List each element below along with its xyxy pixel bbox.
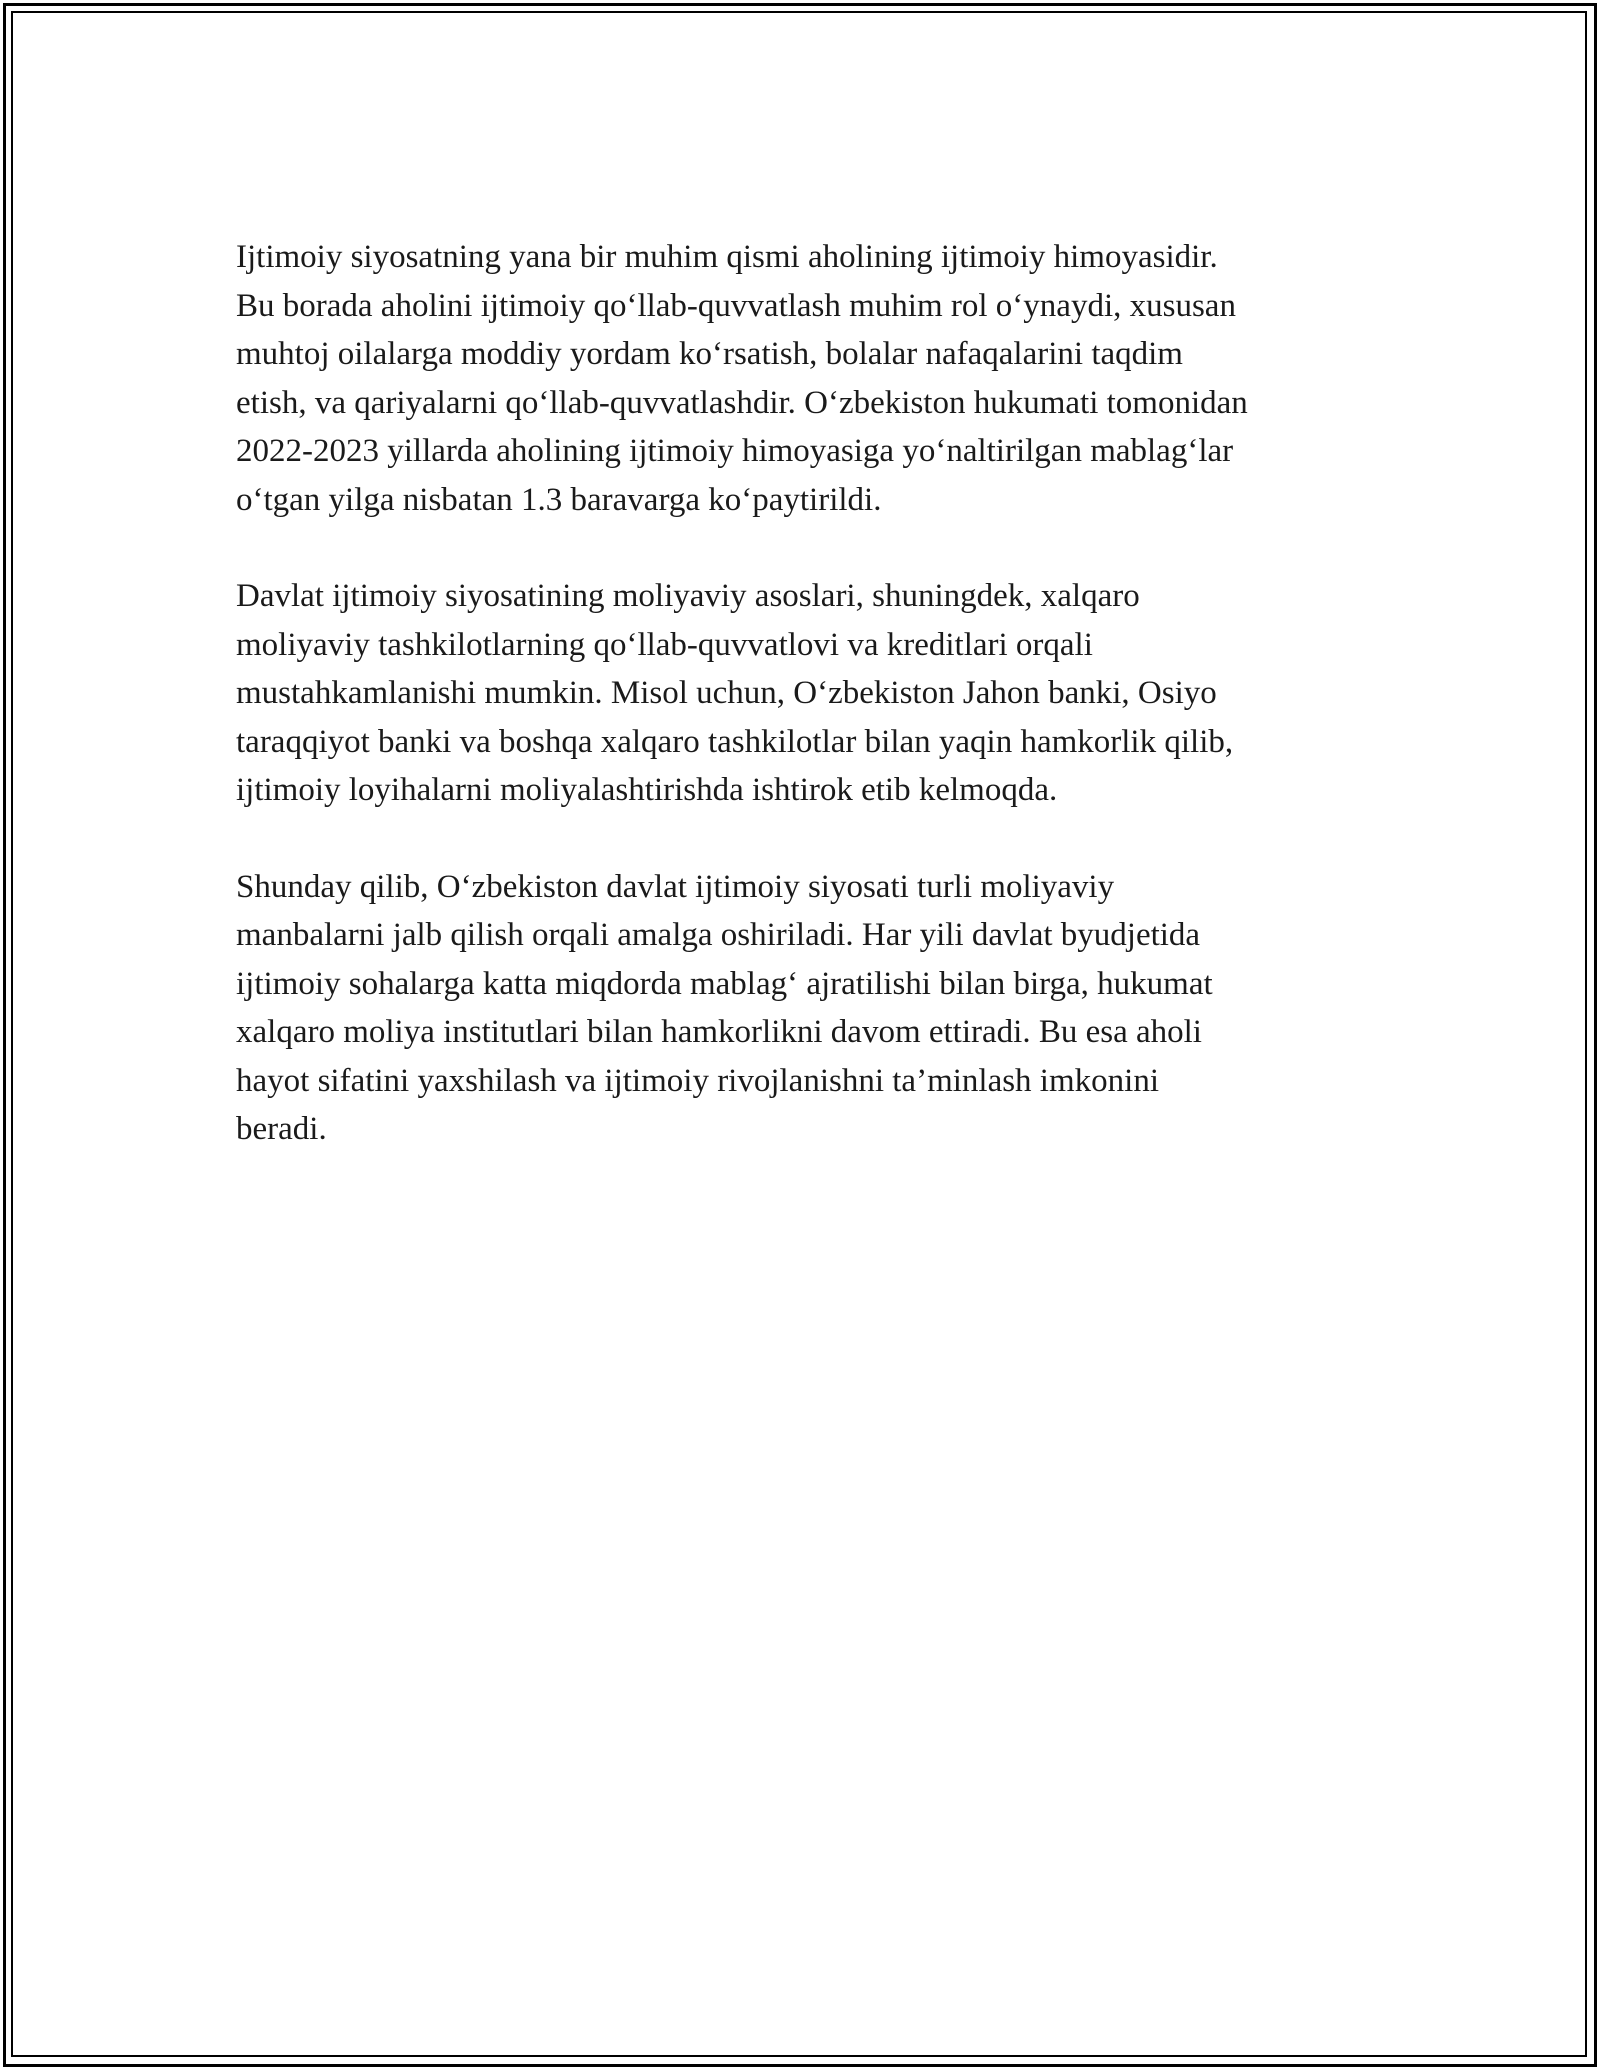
document-body xyxy=(236,233,1386,1202)
paragraph-international-financing: Davlat ijtimoiy siyosatining moliyaviy asoslari, shuningdek, xalqaro moliyaviy tashkilotlarning qo‘llab-quvvatlovi va kreditlari orqali mustahkamlanishi mumkin. Misol uchun, O‘zbekiston Jahon banki, Osiyo taraqqiyot banki va boshqa xalqaro tashkilotlar bilan yaqin hamkorlik qilib, ijtimoiy loyihalarni moliyalashtirishda ishtirok etib kelmoqda. xyxy=(236,578,1234,808)
paragraph-social-protection: Ijtimoiy siyosatning yana bir muhim qismi aholining ijtimoiy himoyasidir. Bu borada aholini ijtimoiy qo‘llab-quvvatlash muhim rol o‘ynaydi, xususan muhtoj oilalarga moddiy yordam ko‘rsatish, bolalar nafaqalarini taqdim etish, va qariyalarni qo‘llab-quvvatlashdir. O‘zbekiston hukumati tomonidan 2022-2023 yillarda aholining ijtimoiy himoyasiga yo‘naltirilgan mablag‘lar o‘tgan yilga nisbatan 1.3 baravarga ko‘paytirildi. xyxy=(236,239,1248,518)
paragraph-conclusion: Shunday qilib, O‘zbekiston davlat ijtimoiy siyosati turli moliyaviy manbalarni jalb qilish orqali amalga oshiriladi. Har yili davlat byudjetida ijtimoiy sohalarga katta miqdorda mablag‘ ajratilishi bilan birga, hukumat xalqaro moliya institutlari bilan hamkorlikni davom ettiradi. Bu esa aholi hayot sifatini yaxshilash va ijtimoiy rivojlanishni ta’minlash imkonini beradi. xyxy=(236,868,1213,1147)
